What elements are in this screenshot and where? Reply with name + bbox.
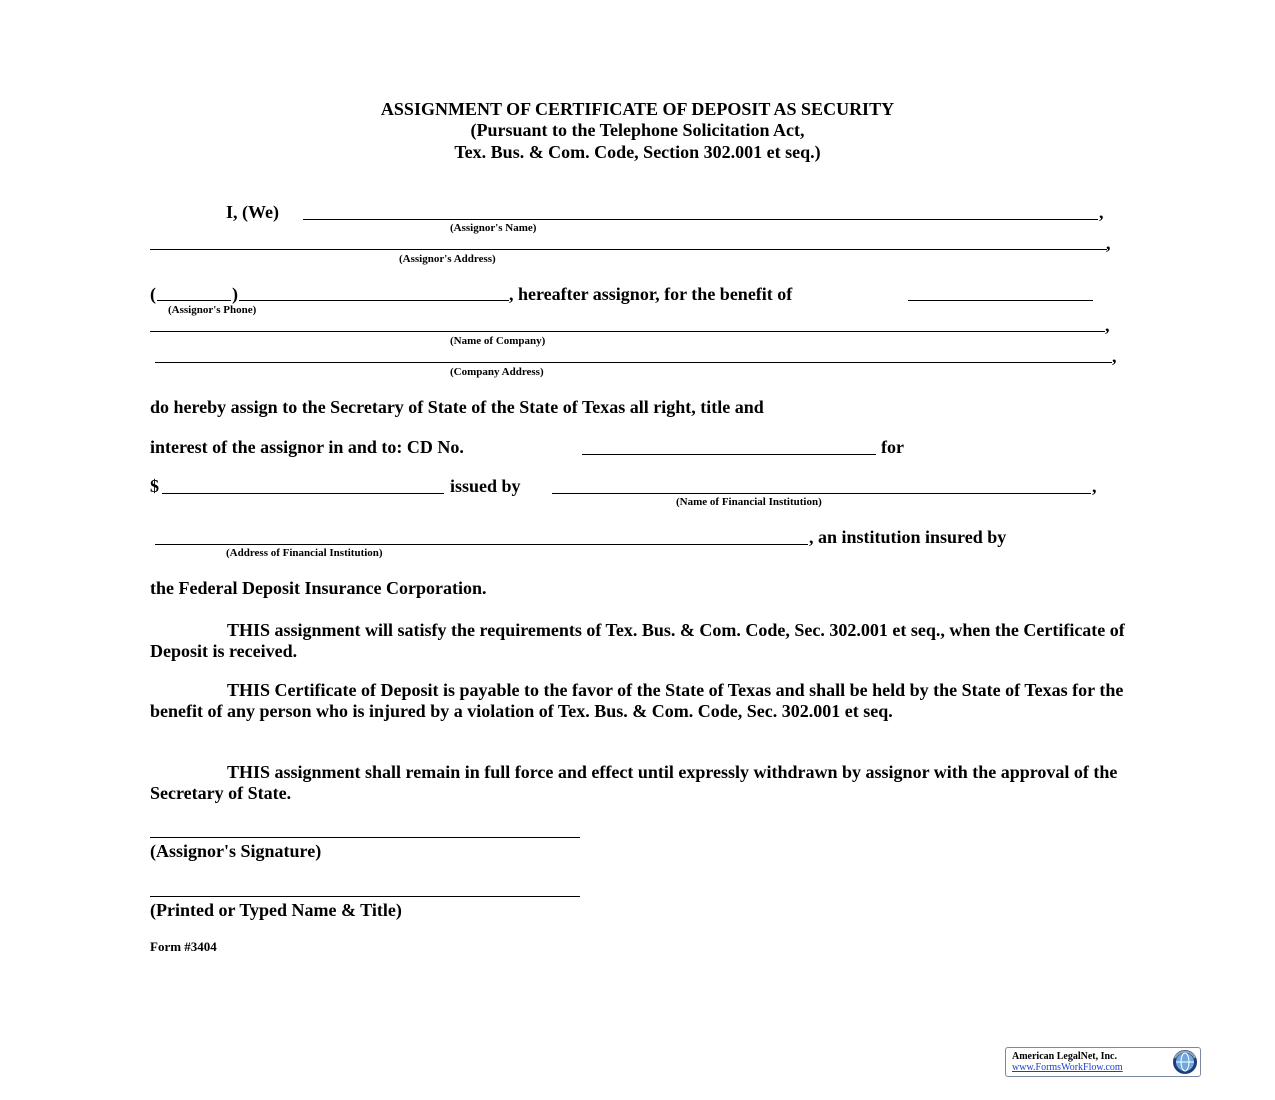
form-number: Form #3404 [150,939,217,954]
financial-institution-field[interactable] [552,493,1091,494]
cd-number-field[interactable] [582,454,876,455]
globe-logo-icon [1172,1049,1198,1075]
hereafter-text: , hereafter assignor, for the benefit of [509,284,793,304]
paren-close: ) [232,284,238,304]
comma: , [1105,315,1110,335]
company-name-caption: (Name of Company) [450,335,546,347]
document-title: ASSIGNMENT OF CERTIFICATE OF DEPOSIT AS SECURITY [380,99,895,119]
assignor-signature-field[interactable] [150,837,580,838]
financial-institution-address-field[interactable] [155,544,808,545]
comma: , [1106,233,1111,253]
badge-url-link[interactable]: www.FormsWorkFlow.com [1012,1062,1123,1073]
document-subtitle-line-1: (Pursuant to the Telephone Solicitation Act, [470,120,805,140]
paragraph-remain-in-force: THIS assignment shall remain in full force and effect until expressly withdrawn by assignor with the approval of the Secretary of State. [150,762,1118,803]
company-name-field[interactable] [150,331,1105,332]
assignor-name-caption: (Assignor's Name) [450,222,537,234]
printed-name-title-label: (Printed or Typed Name & Title) [150,900,402,920]
beneficiary-field[interactable] [908,300,1093,301]
comma: , [1099,202,1104,222]
i-we-label: I, (We) [226,202,279,222]
paragraph-satisfy-requirements: THIS assignment will satisfy the requirements of Tex. Bus. & Com. Code, Sec. 302.001 et seq., when the Certificate of Deposit is received. [150,620,1125,661]
financial-institution-address-caption: (Address of Financial Institution) [226,547,383,559]
company-address-field[interactable] [155,362,1112,363]
american-legalnet-badge[interactable] [1005,1047,1201,1077]
for-text: for [881,437,904,457]
dollar-sign: $ [150,476,159,496]
fdic-text: the Federal Deposit Insurance Corporation. [150,578,487,598]
paren-open: ( [150,284,156,304]
issued-by-text: issued by [450,476,521,496]
paragraph-payable: THIS Certificate of Deposit is payable to the favor of the State of Texas and shall be held by the State of Texas for the benefit of any person who is injured by a violation of Tex. Bus. & Com. Code, Sec. 302.001 et seq. [150,680,1124,721]
comma: , [1112,346,1117,366]
assign-text: do hereby assign to the Secretary of State of the State of Texas all right, title and [150,397,764,417]
insured-text: , an institution insured by [809,527,1007,547]
assignor-phone-caption: (Assignor's Phone) [168,304,257,316]
assignor-address-field[interactable] [150,249,1107,250]
company-address-caption: (Company Address) [450,366,544,378]
badge-company-name: American LegalNet, Inc. [1012,1051,1117,1062]
assignor-signature-label: (Assignor's Signature) [150,841,322,861]
amount-field[interactable] [162,493,444,494]
interest-text: interest of the assignor in and to: CD No. [150,437,464,457]
financial-institution-caption: (Name of Financial Institution) [676,496,822,508]
area-code-field[interactable] [157,300,231,301]
document-subtitle-line-2: Tex. Bus. & Com. Code, Section 302.001 et seq.) [454,142,821,162]
printed-name-title-field[interactable] [150,896,580,897]
assignor-phone-field[interactable] [239,300,509,301]
comma: , [1092,476,1097,496]
assignor-address-caption: (Assignor's Address) [399,253,496,265]
assignor-name-field[interactable] [303,219,1098,220]
